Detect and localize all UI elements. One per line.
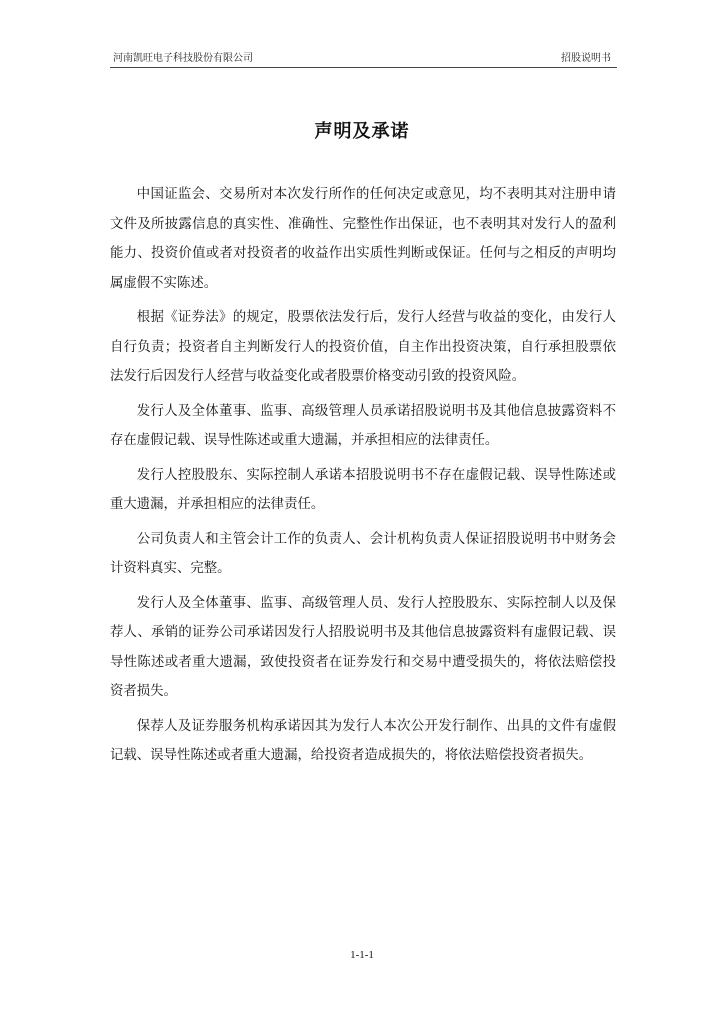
- header-document-type: 招股说明书: [561, 53, 611, 64]
- page-number: 1-1-1: [350, 949, 374, 961]
- page-title: 声明及承诺: [314, 121, 410, 142]
- paragraph: 发行人及全体董事、监事、高级管理人员、发行人控股股东、实际控制人以及保荐人、承销的证券公司承诺因发行人招股说明书及其他信息披露资料有虚假记载、误导性陈述或者重大遗漏，致使投资者在证券发行和交易中遭受损失的，将依法赔偿投资者损失。: [110, 595, 616, 699]
- paragraph: 中国证监会、交易所对本次发行所作的任何决定或意见，均不表明其对注册申请文件及所披露信息的真实性、准确性、完整性作出保证，也不表明其对发行人的盈利能力、投资价值或者对投资者的收益作出实质性判断或保证。任何与之相反的声明均属虚假不实陈述。: [110, 187, 616, 291]
- page-header: [110, 52, 617, 66]
- paragraph: 保荐人及证券服务机构承诺因其为发行人本次公开发行制作、出具的文件有虚假记载、误导性陈述或者重大遗漏，给投资者造成损失的，将依法赔偿投资者损失。: [110, 718, 616, 763]
- document-body: [110, 180, 616, 776]
- paragraph: 发行人及全体董事、监事、高级管理人员承诺招股说明书及其他信息披露资料不存在虚假记载、误导性陈述或重大遗漏，并承担相应的法律责任。: [110, 403, 616, 448]
- header-divider: [110, 67, 617, 68]
- paragraph: 根据《证券法》的规定，股票依法发行后，发行人经营与收益的变化，由发行人自行负责；投资者自主判断发行人的投资价值，自主作出投资决策，自行承担股票依法发行后因发行人经营与收益变化或者股票价格变动引致的投资风险。: [110, 310, 616, 384]
- header-company-name: 河南凯旺电子科技股份有限公司: [113, 53, 253, 64]
- paragraph: 发行人控股股东、实际控制人承诺本招股说明书不存在虚假记载、误导性陈述或重大遗漏，并承担相应的法律责任。: [110, 467, 616, 512]
- paragraph: 公司负责人和主管会计工作的负责人、会计机构负责人保证招股说明书中财务会计资料真实、完整。: [110, 531, 616, 576]
